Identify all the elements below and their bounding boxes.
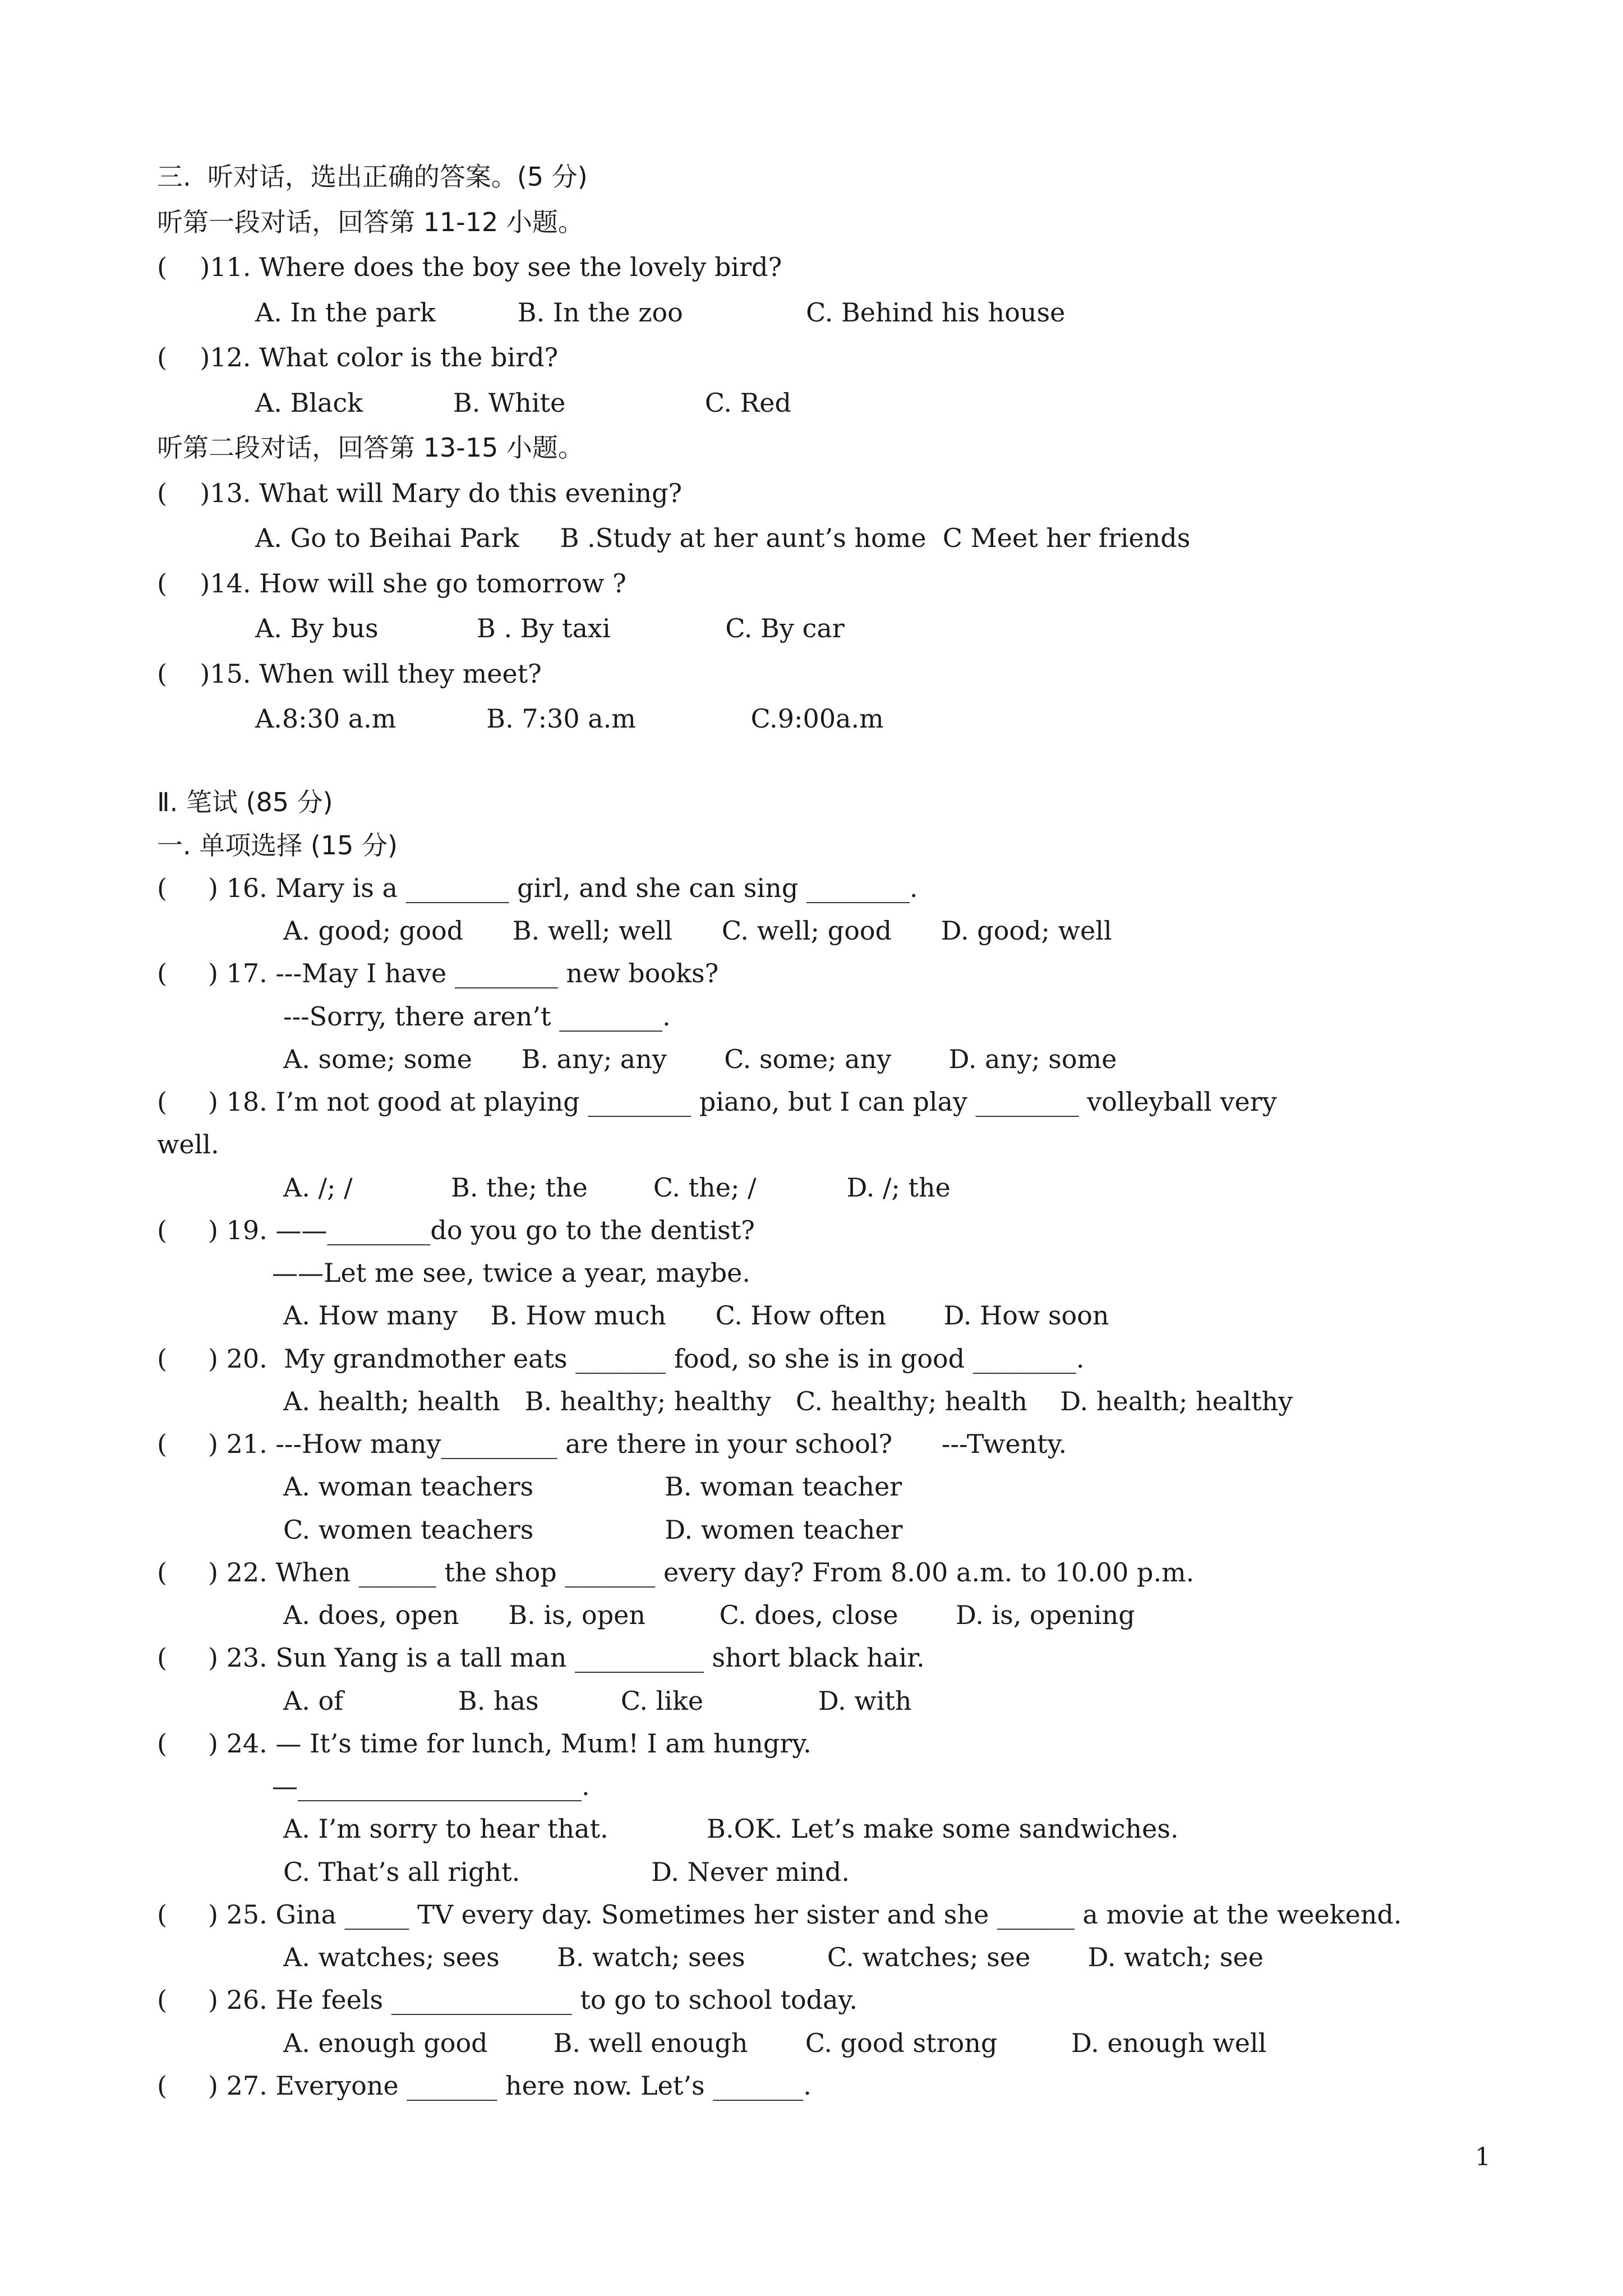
q26-stem: ( ) 26. He feels ______________ to go to school today. [157,1985,858,2015]
q20-options: A. health; health B. healthy; healthy C. healthy; health D. health; healthy [283,1386,1293,1416]
q17-stem: ( ) 17. ---May I have ________ new books? [157,958,719,988]
section1-heading: 一. 单项选择 (15 分) [157,830,398,861]
dialog2-intro: 听第二段对话，回答第 13-15 小题。 [157,432,584,463]
q25-stem: ( ) 25. Gina _____ TV every day. Sometimes her sister and she ______ a movie at the weekend. [157,1899,1402,1930]
listening-heading: 三. 听对话，选出正确的答案。(5 分) [157,162,588,192]
q23-options: A. of B. has C. like D. with [283,1686,912,1716]
q24-reply: —______________________. [272,1771,590,1801]
q18-options: A. /; / B. the; the C. the; / D. /; the [283,1172,951,1203]
q17-options: A. some; some B. any; any C. some; any D. any; some [283,1044,1117,1074]
q23-stem: ( ) 23. Sun Yang is a tall man __________ short black hair. [157,1642,925,1673]
q11-stem: ( )11. Where does the boy see the lovely bird? [157,252,782,282]
q17-reply: ---Sorry, there aren’t ________. [283,1001,671,1032]
q21-stem: ( ) 21. ---How many_________ are there in your school? ---Twenty. [157,1429,1067,1459]
written-heading: Ⅱ. 笔试 (85 分) [157,787,333,817]
q27-stem: ( ) 27. Everyone _______ here now. Let’s _______. [157,2070,811,2101]
q22-stem: ( ) 22. When ______ the shop _______ every day? From 8.00 a.m. to 10.00 p.m. [157,1557,1195,1588]
q14-options: A. By bus B . By taxi C. By car [255,613,845,643]
q19-options: A. How many B. How much C. How often D. How soon [283,1300,1109,1331]
q15-stem: ( )15. When will they meet? [157,659,542,689]
q21-options-row2: C. women teachers D. women teacher [283,1515,903,1545]
q24-stem: ( ) 24. — It’s time for lunch, Mum! I am hungry. [157,1728,811,1759]
q21-options-row1: A. woman teachers B. woman teacher [283,1471,902,1502]
q11-options: A. In the park B. In the zoo C. Behind his house [255,297,1066,328]
q16-options: A. good; good B. well; well C. well; good D. good; well [283,915,1112,946]
q15-options: A.8:30 a.m B. 7:30 a.m C.9:00a.m [255,703,884,734]
q26-options: A. enough good B. well enough C. good strong D. enough well [283,2028,1267,2058]
q19-stem: ( ) 19. ——________do you go to the dentist? [157,1215,755,1245]
q18-stem-cont: well. [157,1129,219,1159]
q22-options: A. does, open B. is, open C. does, close D. is, opening [283,1600,1135,1630]
dialog1-intro: 听第一段对话，回答第 11-12 小题。 [157,207,584,237]
q19-reply: ——Let me see, twice a year, maybe. [272,1258,750,1288]
q16-stem: ( ) 16. Mary is a ________ girl, and she can sing ________. [157,873,918,903]
q12-options: A. Black B. White C. Red [255,388,791,418]
q13-stem: ( )13. What will Mary do this evening? [157,478,683,508]
q25-options: A. watches; sees B. watch; sees C. watches; see D. watch; see [283,1942,1264,1972]
q13-options: A. Go to Beihai Park B .Study at her aunt’s home C Meet her friends [255,523,1191,553]
q18-stem: ( ) 18. I’m not good at playing ________ piano, but I can play ________ volleyball very [157,1087,1277,1117]
page-number: 1 [1475,2143,1491,2171]
q20-stem: ( ) 20. My grandmother eats _______ food, so she is in good ________. [157,1343,1085,1374]
q14-stem: ( )14. How will she go tomorrow ? [157,568,626,599]
q12-stem: ( )12. What color is the bird? [157,342,559,372]
q24-options-row1: A. I’m sorry to hear that. B.OK. Let’s make some sandwiches. [283,1814,1179,1844]
q24-options-row2: C. That’s all right. D. Never mind. [283,1857,850,1887]
